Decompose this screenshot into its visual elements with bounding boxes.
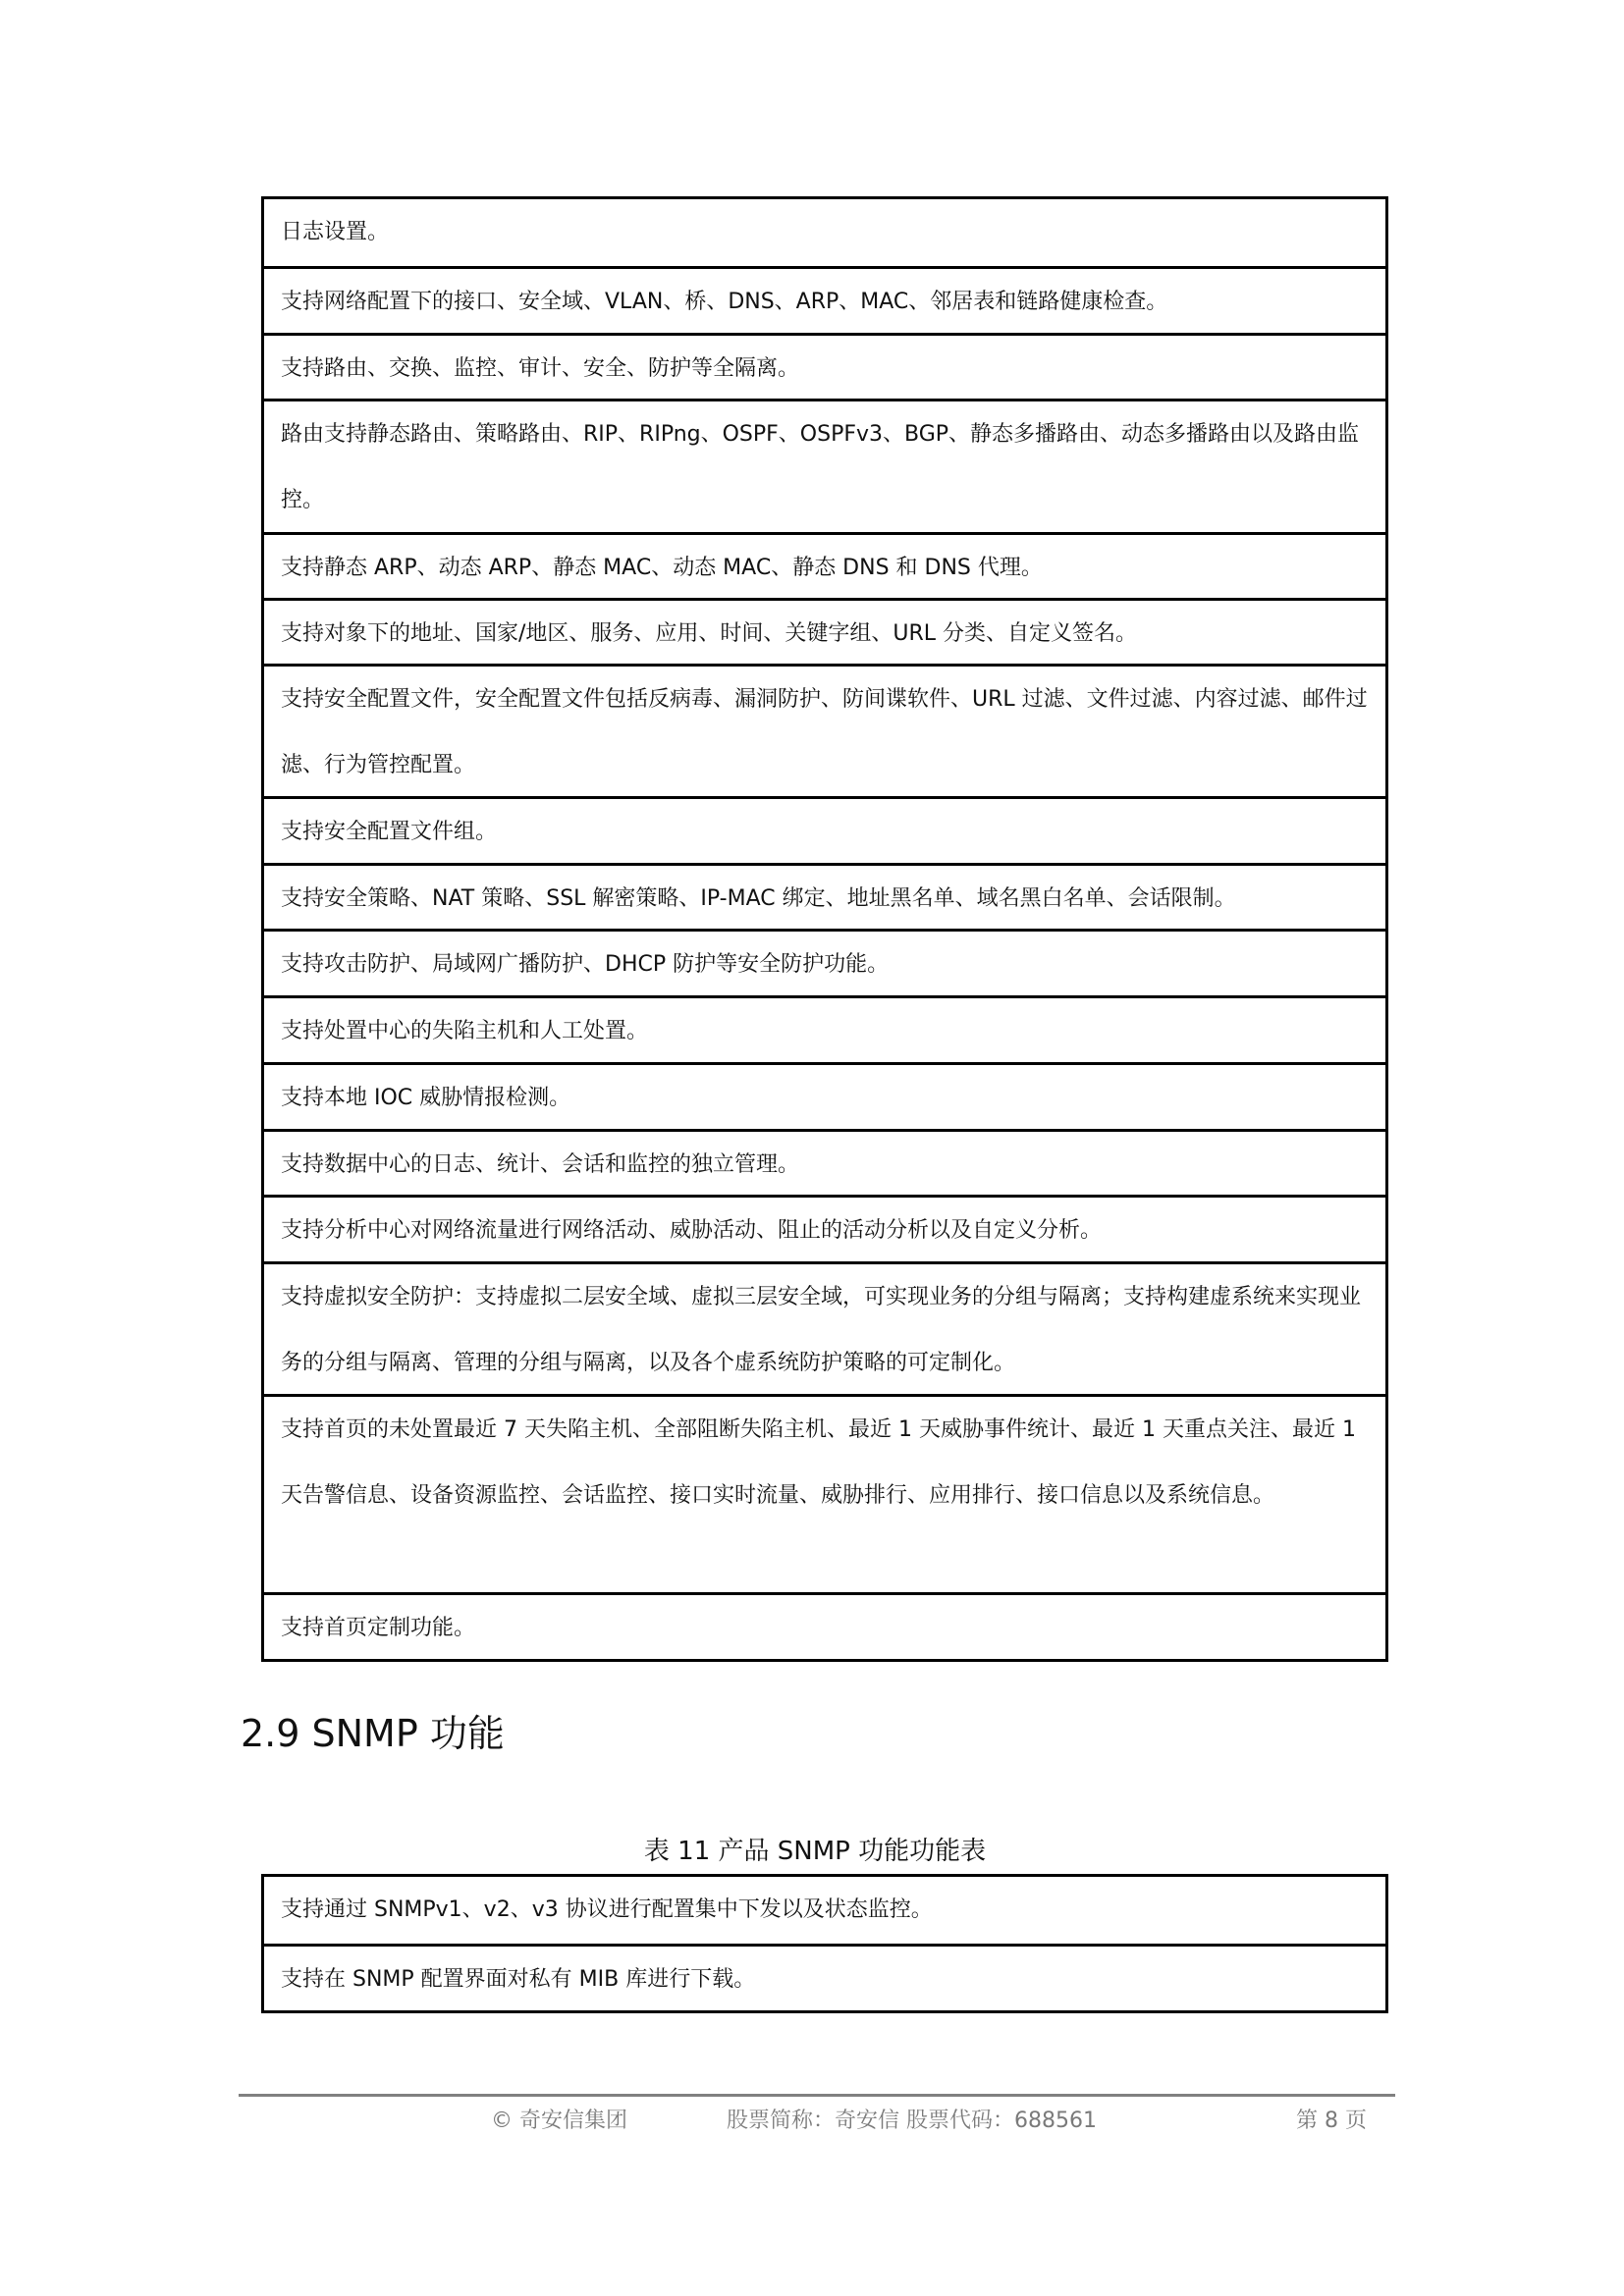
table-row: 支持本地 IOC 威胁情报检测。 [264, 1062, 1385, 1129]
table-row: 支持静态 ARP、动态 ARP、静态 MAC、动态 MAC、静态 DNS 和 DNS 代理。 [264, 532, 1385, 598]
table-row: 支持在 SNMP 配置界面对私有 MIB 库进行下载。 [264, 1944, 1385, 2010]
table-row: 支持对象下的地址、国家/地区、服务、应用、时间、关键字组、URL 分类、自定义签名。 [264, 598, 1385, 664]
feature-table [261, 196, 1388, 1662]
table-row: 路由支持静态路由、策略路由、RIP、RIPng、OSPF、OSPFv3、BGP、静态多播路由、动态多播路由以及路由监控。 [264, 399, 1385, 532]
table-row: 日志设置。 [281, 220, 390, 244]
table-caption: 表 11 产品 SNMP 功能功能表 [643, 1837, 987, 1866]
section-heading: 2.9 SNMP 功能 [241, 1712, 505, 1755]
table-row: 支持安全配置文件组。 [264, 796, 1385, 863]
table-row: 支持安全策略、NAT 策略、SSL 解密策略、IP-MAC 绑定、地址黑名单、域名黑白名单、会话限制。 [264, 863, 1385, 929]
table-row: 支持虚拟安全防护：支持虚拟二层安全域、虚拟三层安全域，可实现业务的分组与隔离；支持构建虚系统来实现业务的分组与隔离、管理的分组与隔离，以及各个虚系统防护策略的可定制化。 [264, 1261, 1385, 1394]
table-row: 支持通过 SNMPv1、v2、v3 协议进行配置集中下发以及状态监控。 [281, 1897, 933, 1922]
table-row: 支持路由、交换、监控、审计、安全、防护等全隔离。 [264, 333, 1385, 399]
table-row: 支持处置中心的失陷主机和人工处置。 [264, 995, 1385, 1062]
footer-divider [239, 2094, 1395, 2097]
snmp-feature-table [261, 1874, 1388, 2013]
footer-copyright: © 奇安信集团 [491, 2109, 627, 2133]
table-row: 支持首页的未处置最近 7 天失陷主机、全部阻断失陷主机、最近 1 天威胁事件统计、最近 1 天重点关注、最近 1 天告警信息、设备资源监控、会话监控、接口实时流量、威胁排行、应用排行、接口信息以及系统信息。 [264, 1394, 1385, 1592]
table-row: 支持安全配置文件，安全配置文件包括反病毒、漏洞防护、防间谍软件、URL 过滤、文件过滤、内容过滤、邮件过滤、行为管控配置。 [264, 664, 1385, 796]
table-row: 支持分析中心对网络流量进行网络活动、威胁活动、阻止的活动分析以及自定义分析。 [264, 1195, 1385, 1261]
table-row: 支持首页定制功能。 [264, 1592, 1385, 1659]
table-row: 支持攻击防护、局域网广播防护、DHCP 防护等安全防护功能。 [264, 929, 1385, 995]
table-row: 支持网络配置下的接口、安全域、VLAN、桥、DNS、ARP、MAC、邻居表和链路健康检查。 [264, 266, 1385, 333]
footer-page-number: 第 8 页 [1296, 2109, 1367, 2133]
table-row: 支持数据中心的日志、统计、会话和监控的独立管理。 [264, 1129, 1385, 1195]
footer-stock-info: 股票简称：奇安信 股票代码：688561 [727, 2109, 1097, 2133]
